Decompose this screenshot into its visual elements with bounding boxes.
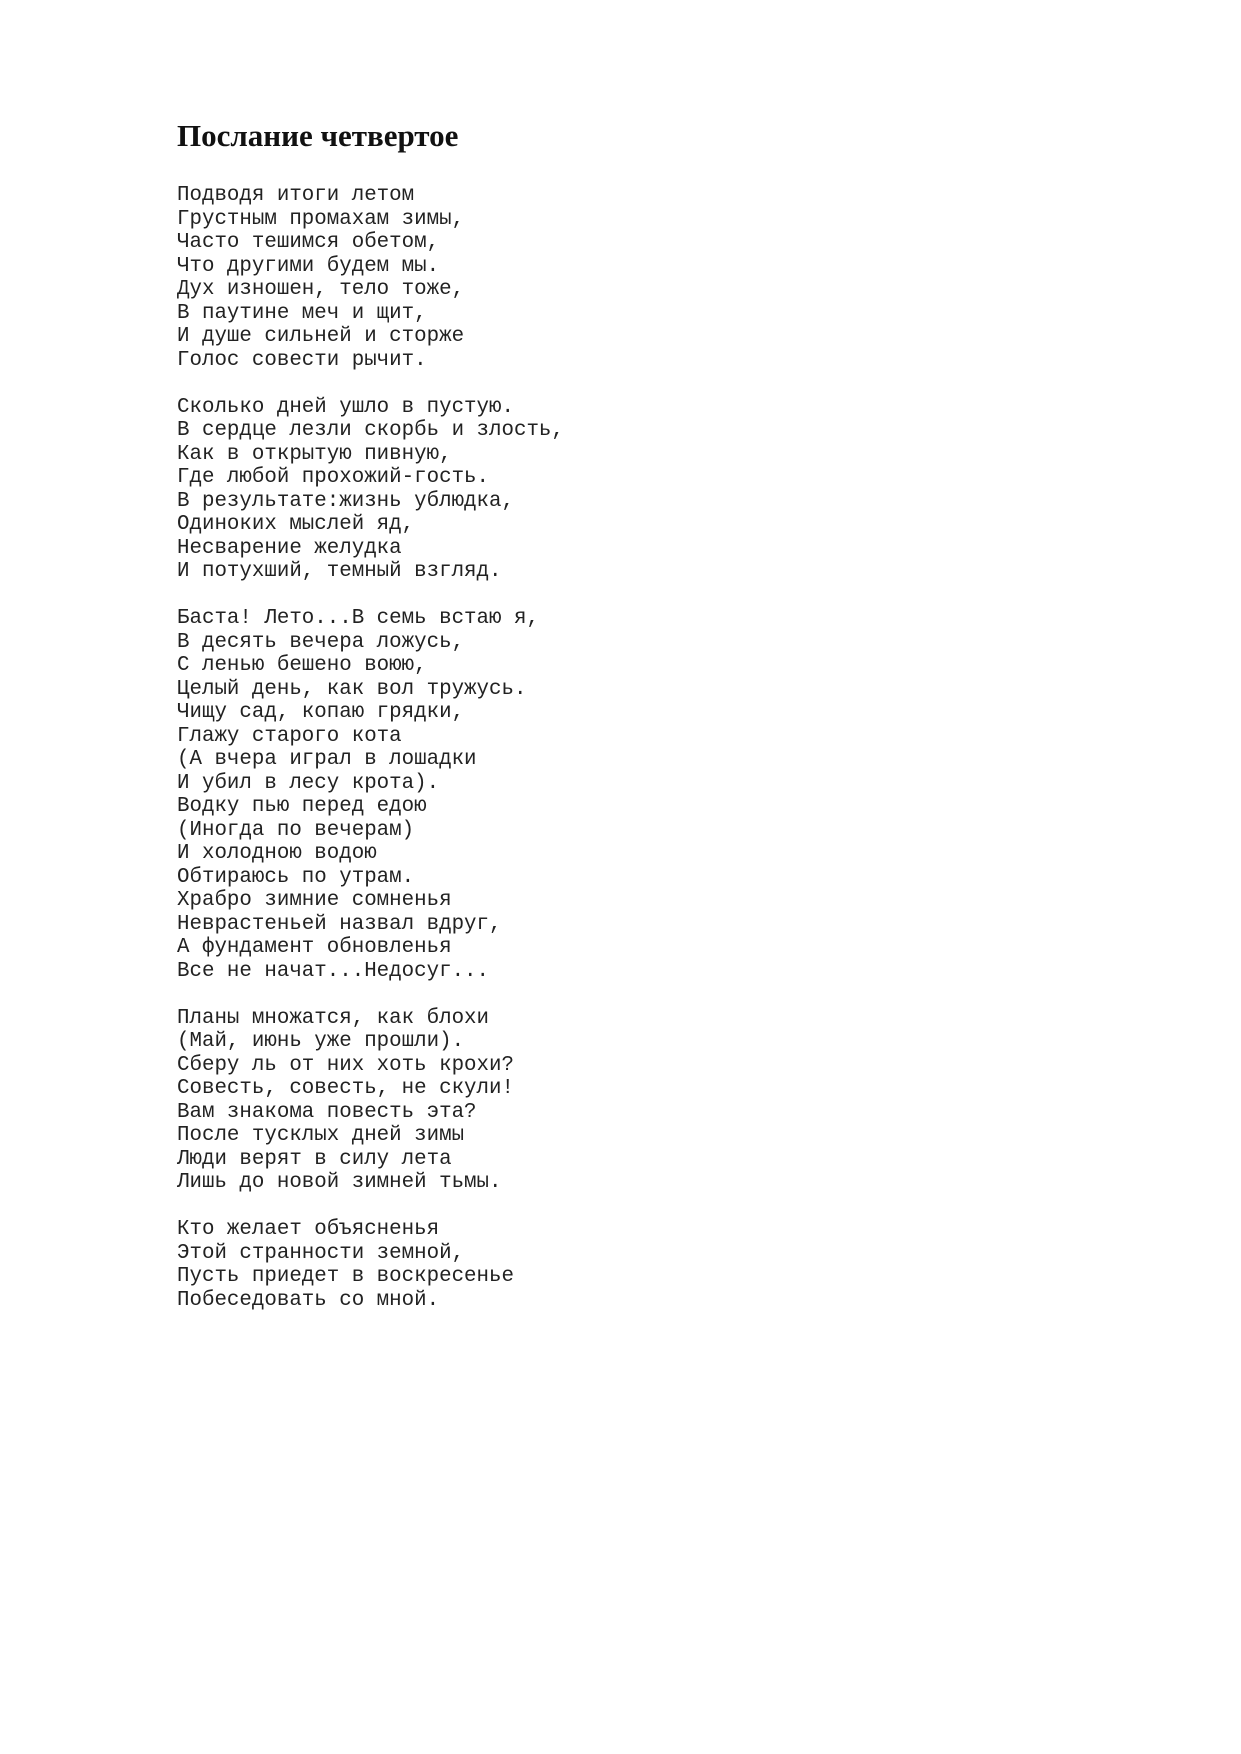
stanza	[177, 184, 564, 372]
poem-line: Голос совести рычит.	[177, 348, 427, 372]
poem-line: Несварение желудка	[177, 536, 402, 560]
poem-line: Кто желает объясненья	[177, 1218, 440, 1241]
poem-line: А фундамент обновленья	[177, 936, 452, 959]
poem-line: Целый день, как вол тружусь.	[177, 677, 527, 701]
poem-line: С ленью бешено воюю,	[177, 654, 427, 677]
poem-line: Лишь до новой зимней тьмы.	[177, 1171, 502, 1194]
poem-line: Подводя итоги летом	[177, 184, 415, 207]
poem-line: Грустным промахам зимы,	[177, 207, 465, 231]
poem-line: И убил в лесу крота).	[177, 771, 440, 795]
poem-line: Этой странности земной,	[177, 1241, 465, 1265]
poem-line: Совесть, совесть, не скули!	[177, 1077, 514, 1100]
poem-line: Одиноких мыслей яд,	[177, 513, 415, 536]
poem-body	[177, 184, 564, 1336]
poem-line: Пусть приедет в воскресенье	[177, 1265, 514, 1288]
poem-line: Обтираюсь по утрам.	[177, 865, 415, 889]
poem-line: Храбро зимние сомненья	[177, 889, 452, 912]
poem-line: Дух изношен, тело тоже,	[177, 278, 465, 301]
poem-line: И холодною водою	[177, 842, 377, 865]
poem-line: В десять вечера ложусь,	[177, 630, 465, 654]
poem-title: Послание четвертое	[177, 118, 459, 153]
poem-line: Неврастеньей назвал вдруг,	[177, 912, 502, 936]
poem-line: Вам знакома повесть эта?	[177, 1100, 477, 1124]
poem-line: Люди верят в силу лета	[177, 1147, 452, 1171]
poem-line: В паутине меч и щит,	[177, 301, 427, 325]
poem-line: (А вчера играл в лошадки	[177, 748, 477, 771]
poem-line: И душе сильней и сторже	[177, 325, 465, 348]
poem-line: (Май, июнь уже прошли).	[177, 1030, 465, 1053]
poem-line: Баста! Лето...В семь встаю я,	[177, 607, 539, 630]
poem-line: Водку пью перед едою	[177, 795, 427, 818]
poem-line: После тусклых дней зимы	[177, 1124, 465, 1147]
poem-line: Побеседовать со мной.	[177, 1288, 440, 1312]
poem-line: Глажу старого кота	[177, 724, 402, 748]
stanza	[177, 396, 564, 584]
poem-line: Все не начат...Недосуг...	[177, 959, 490, 983]
poem-line: Что другими будем мы.	[177, 254, 440, 278]
poem-line: Часто тешимся обетом,	[177, 231, 440, 254]
stanza	[177, 1218, 564, 1312]
stanza	[177, 1007, 564, 1195]
poem-line: Где любой прохожий-гость.	[177, 466, 490, 489]
poem-line: В сердце лезли скорбь и злость,	[177, 419, 564, 442]
stanza	[177, 607, 564, 983]
poem-line: (Иногда по вечерам)	[177, 818, 415, 842]
poem-line: Планы множатся, как блохи	[177, 1006, 490, 1030]
poem-line: Чищу сад, копаю грядки,	[177, 701, 465, 724]
poem-line: Сколько дней ушло в пустую.	[177, 395, 514, 419]
poem-line: В результате:жизнь ублюдка,	[177, 489, 514, 513]
poem-line: Как в открытую пивную,	[177, 442, 452, 466]
poem-line: И потухший, темный взгляд.	[177, 560, 502, 583]
poem-line: Сберу ль от них хоть крохи?	[177, 1053, 514, 1077]
